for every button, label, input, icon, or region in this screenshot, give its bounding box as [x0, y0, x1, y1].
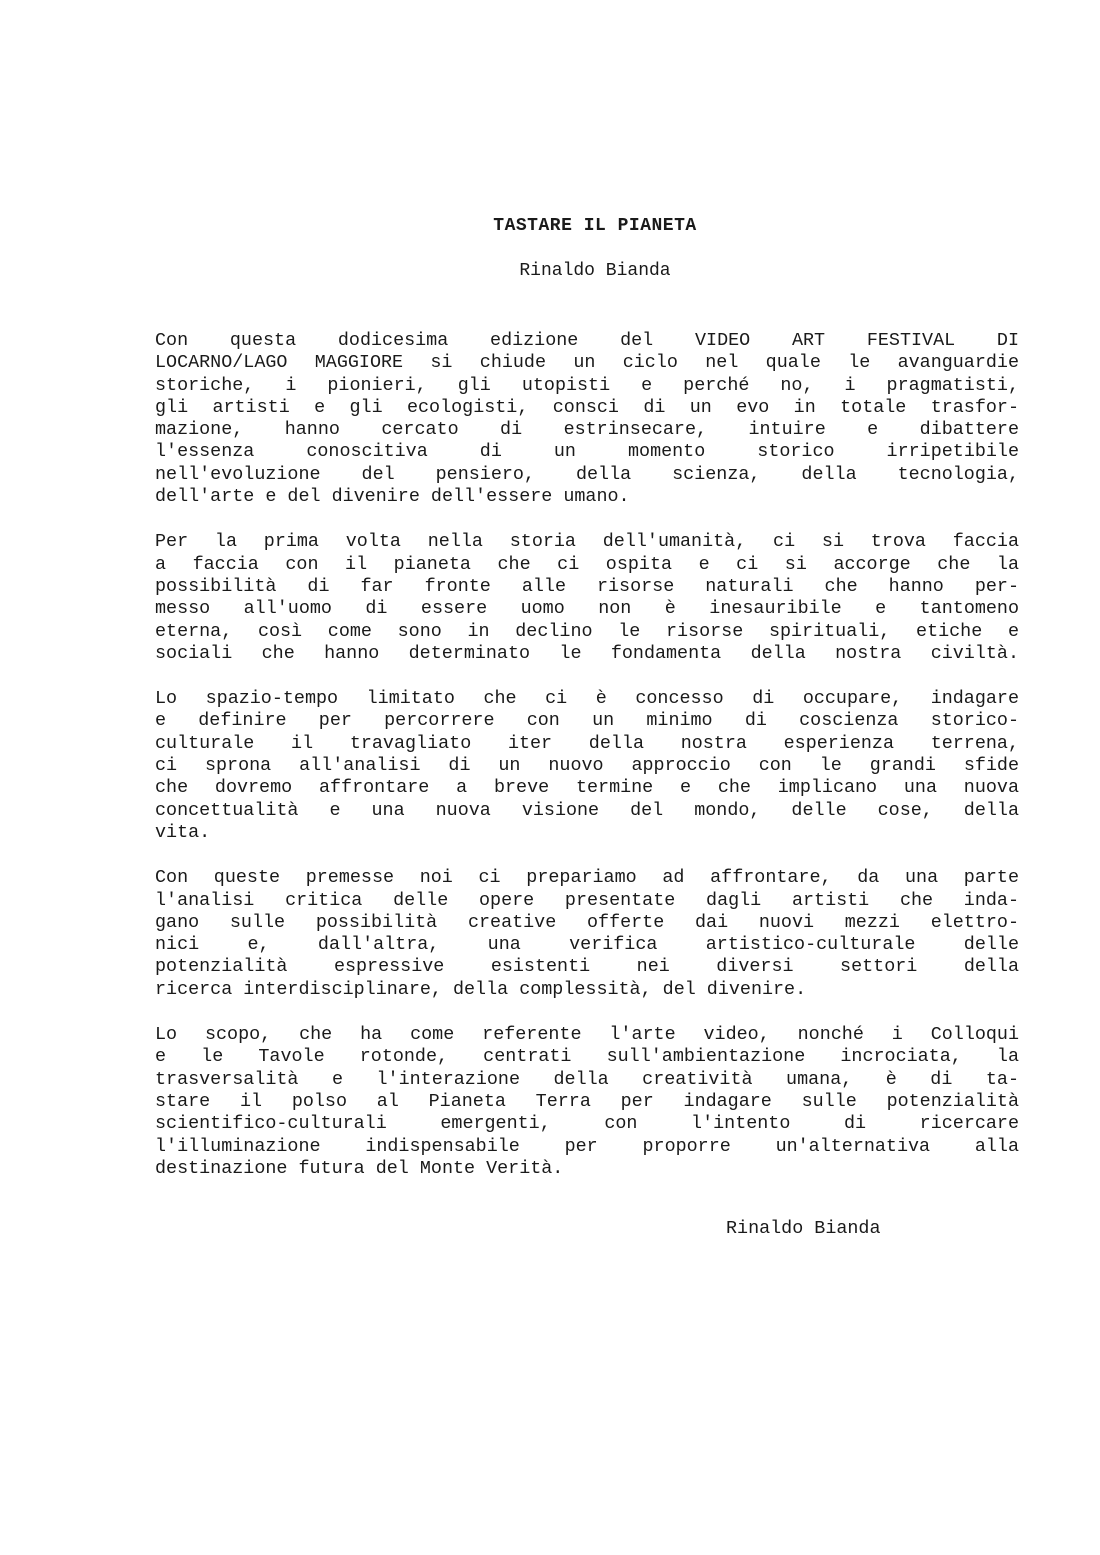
text-line: LOCARNO/LAGO MAGGIORE si chiude un ciclo nel quale le avanguardie: [155, 352, 1019, 374]
text-line: e definire per percorrere con un minimo di coscienza storico-: [155, 710, 1019, 732]
text-line: possibilità di far fronte alle risorse naturali che hanno per-: [155, 575, 1019, 597]
author-name: Rinaldo Bianda: [519, 261, 671, 281]
text-line: l'essenza conoscitiva di un momento storico irripetibile: [155, 441, 1019, 463]
text-line: potenzialità espressive esistenti nei diversi settori della: [155, 956, 1019, 978]
text-line: e le Tavole rotonde, centrati sull'ambientazione incrociata, la: [155, 1046, 1019, 1068]
text-line: mazione, hanno cercato di estrinsecare, intuire e dibattere: [155, 419, 1019, 441]
text-line: culturale il travagliato iter della nostra esperienza terrena,: [155, 732, 1019, 754]
text-line: concettualità e una nuova visione del mondo, delle cose, della: [155, 799, 1019, 821]
text-line: stare il polso al Pianeta Terra per indagare sulle potenzialità: [155, 1090, 1019, 1112]
text-line: storiche, i pionieri, gli utopisti e perché no, i pragmatisti,: [155, 374, 1019, 396]
paragraph: [155, 1024, 1019, 1180]
text-line: trasversalità e l'interazione della creatività umana, è di ta-: [155, 1068, 1019, 1090]
document-body: [155, 330, 1019, 1203]
text-line: l'analisi critica delle opere presentate dagli artisti che inda-: [155, 889, 1019, 911]
paragraph: [155, 330, 1019, 508]
text-line: Con queste premesse noi ci prepariamo ad affrontare, da una parte: [155, 867, 1019, 889]
text-line: Lo scopo, che ha come referente l'arte video, nonché i Colloqui: [155, 1024, 1019, 1046]
text-line: ci sprona all'analisi di un nuovo approccio con le grandi sfide: [155, 755, 1019, 777]
paragraph: [155, 531, 1019, 665]
text-line: sociali che hanno determinato le fondamenta della nostra civiltà.: [155, 642, 1019, 664]
text-line: Lo spazio-tempo limitato che ci è concesso di occupare, indagare: [155, 688, 1019, 710]
text-line: ricerca interdisciplinare, della complessità, del divenire.: [155, 978, 807, 1000]
paragraph: [155, 688, 1019, 844]
text-line: eterna, così come sono in declino le risorse spirituali, etiche e: [155, 620, 1019, 642]
text-line: destinazione futura del Monte Verità.: [155, 1157, 564, 1179]
text-line: Per la prima volta nella storia dell'umanità, ci si trova faccia: [155, 531, 1019, 553]
paragraph: [155, 867, 1019, 1001]
text-line: che dovremo affrontare a breve termine e che implicano una nuova: [155, 777, 1019, 799]
text-line: messo all'uomo di essere uomo non è inesauribile e tantomeno: [155, 598, 1019, 620]
text-line: gano sulle possibilità creative offerte dai nuovi mezzi elettro-: [155, 911, 1019, 933]
text-line: vita.: [155, 821, 211, 843]
text-line: dell'arte e del divenire dell'essere umano.: [155, 486, 630, 508]
text-line: a faccia con il pianeta che ci ospita e ci si accorge che la: [155, 553, 1019, 575]
text-line: nici e, dall'altra, una verifica artistico-culturale delle: [155, 934, 1019, 956]
signature: Rinaldo Bianda: [726, 1218, 881, 1239]
text-line: gli artisti e gli ecologisti, consci di un evo in totale trasfor-: [155, 396, 1019, 418]
text-line: l'illuminazione indispensabile per proporre un'alternativa alla: [155, 1135, 1019, 1157]
text-line: Con questa dodicesima edizione del VIDEO ART FESTIVAL DI: [155, 330, 1019, 351]
text-line: nell'evoluzione del pensiero, della scienza, della tecnologia,: [155, 463, 1019, 485]
document-title: TASTARE IL PIANETA: [493, 216, 697, 236]
text-line: scientifico-culturali emergenti, con l'intento di ricercare: [155, 1113, 1019, 1135]
